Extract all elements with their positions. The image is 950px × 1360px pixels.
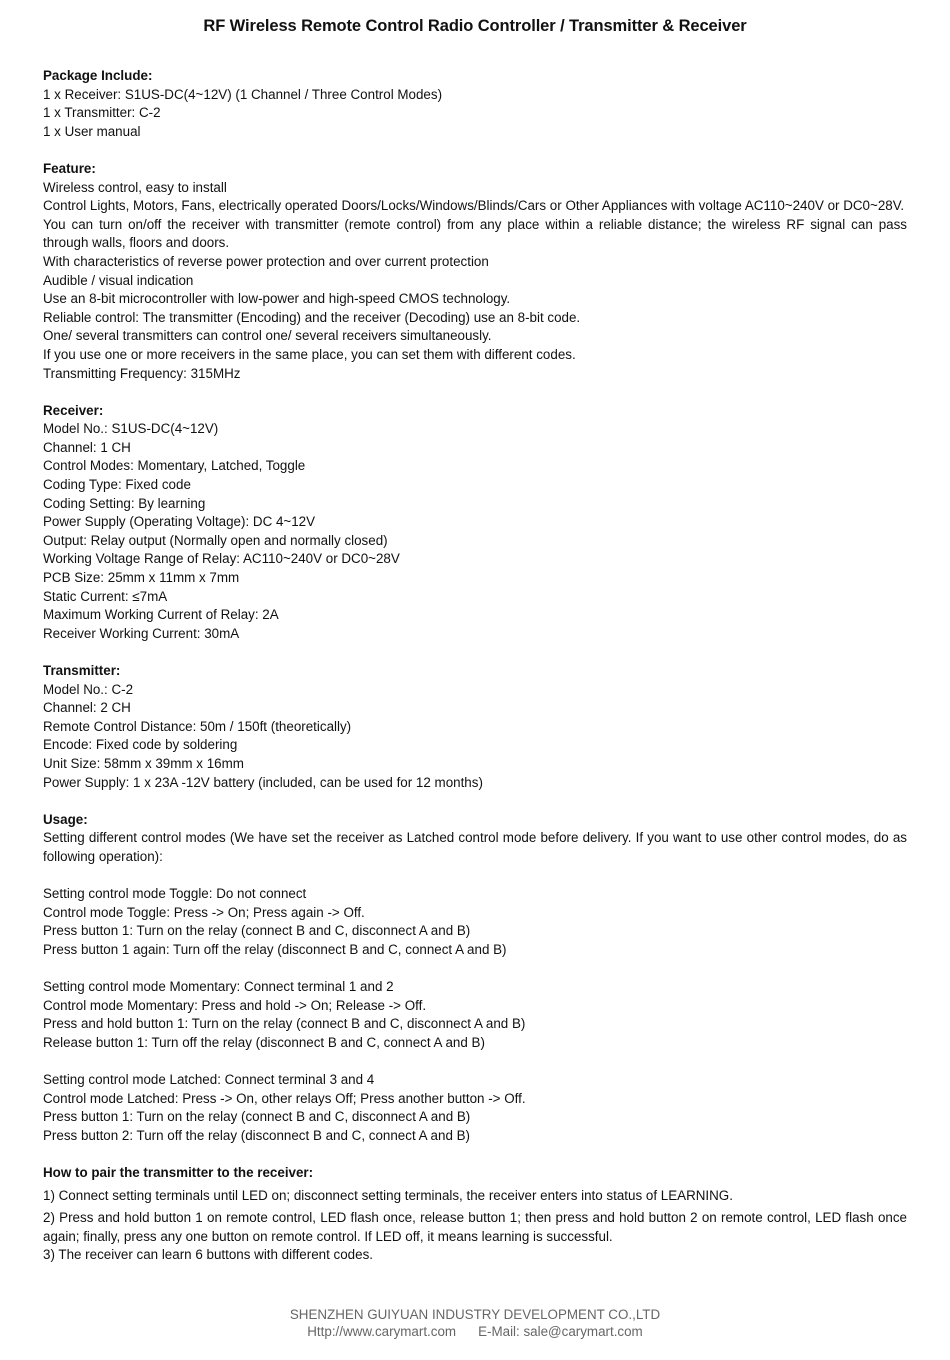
package-item: 1 x Receiver: S1US-DC(4~12V) (1 Channel / Three Control Modes) [43,86,443,102]
page-footer [0,1306,950,1340]
transmitter-spec: Unit Size: 58mm x 39mm x 16mm [43,755,244,771]
momentary-mode-line: Setting control mode Momentary: Connect terminal 1 and 2 [43,979,394,995]
momentary-mode-line: Press and hold button 1: Turn on the relay (connect B and C, disconnect A and B) [43,1016,526,1032]
transmitter-spec: Encode: Fixed code by soldering [43,737,238,753]
toggle-mode-line: Setting control mode Toggle: Do not connect [43,886,307,902]
usage-intro: Setting different control modes (We have set the receiver as Latched control mode before delivery. If you want to use other control modes, do as following operation): [43,830,907,864]
pairing-step: 3) The receiver can learn 6 buttons with different codes. [43,1247,373,1263]
feature-section [43,160,907,383]
receiver-heading: Receiver: [43,402,104,418]
feature-item: You can turn on/off the receiver with transmitter (remote control) from any place within a reliable distance; the wireless RF signal can pass through walls, floors and doors. [43,216,907,251]
receiver-spec: Output: Relay output (Normally open and normally closed) [43,532,388,548]
pairing-heading: How to pair the transmitter to the receiver: [43,1165,314,1181]
receiver-spec: Coding Type: Fixed code [43,477,191,493]
transmitter-spec: Model No.: C-2 [43,681,134,697]
feature-item: Use an 8-bit microcontroller with low-power and high-speed CMOS technology. [43,291,511,307]
toggle-mode-group [43,885,907,959]
document-body [43,67,907,1284]
package-item: 1 x User manual [43,123,141,139]
transmitter-spec: Power Supply: 1 x 23A -12V battery (included, can be used for 12 months) [43,774,483,790]
momentary-mode-group [43,978,907,1052]
latched-mode-line: Setting control mode Latched: Connect terminal 3 and 4 [43,1072,375,1088]
footer-contact [0,1323,950,1340]
latched-mode-line: Press button 2: Turn off the relay (disconnect B and C, connect A and B) [43,1127,471,1143]
receiver-spec: Receiver Working Current: 30mA [43,625,240,641]
toggle-mode-line: Press button 1 again: Turn off the relay (disconnect B and C, connect A and B) [43,941,507,957]
transmitter-spec: Channel: 2 CH [43,700,131,716]
feature-item: If you use one or more receivers in the same place, you can set them with different codes. [43,346,576,362]
transmitter-spec: Remote Control Distance: 50m / 150ft (theoretically) [43,718,352,734]
receiver-spec: Static Current: ≤7mA [43,588,168,604]
transmitter-section [43,662,907,792]
footer-company: SHENZHEN GUIYUAN INDUSTRY DEVELOPMENT CO.,LTD [289,1307,661,1322]
receiver-spec: PCB Size: 25mm x 11mm x 7mm [43,570,240,586]
receiver-spec: Channel: 1 CH [43,439,131,455]
receiver-spec: Control Modes: Momentary, Latched, Toggle [43,458,306,474]
footer-website-link[interactable]: Http://www.carymart.com [307,1324,457,1339]
receiver-spec: Power Supply (Operating Voltage): DC 4~12V [43,514,316,530]
pairing-step: 2) Press and hold button 1 on remote control, LED flash once, release button 1; then press and hold button 2 on remote control, LED flash once again; finally, press any one button on remote control. If LED off, it means learning is successful. [43,1210,907,1244]
toggle-mode-line: Control mode Toggle: Press -> On; Press again -> Off. [43,904,365,920]
receiver-spec: Coding Setting: By learning [43,495,206,511]
package-heading: Package Include: [43,68,153,83]
receiver-spec: Maximum Working Current of Relay: 2A [43,607,279,623]
momentary-mode-line: Release button 1: Turn off the relay (disconnect B and C, connect A and B) [43,1034,485,1050]
latched-mode-line: Press button 1: Turn on the relay (connect B and C, disconnect A and B) [43,1109,471,1125]
receiver-spec: Model No.: S1US-DC(4~12V) [43,421,219,437]
transmitter-heading: Transmitter: [43,663,121,678]
feature-item: Control Lights, Motors, Fans, electrically operated Doors/Locks/Windows/Blinds/Cars or Other Appliances with voltage AC110~240V or DC0~28V. [43,198,905,214]
receiver-section [43,402,907,644]
feature-item: One/ several transmitters can control one/ several receivers simultaneously. [43,328,492,344]
pairing-section [43,1164,907,1265]
toggle-mode-line: Press button 1: Turn on the relay (connect B and C, disconnect A and B) [43,923,471,939]
momentary-mode-line: Control mode Momentary: Press and hold -> On; Release -> Off. [43,997,427,1013]
feature-item: With characteristics of reverse power protection and over current protection [43,253,489,269]
latched-mode-group [43,1071,907,1145]
package-section [43,67,907,141]
feature-heading: Feature: [43,160,96,176]
footer-email-link[interactable]: E-Mail: sale@carymart.com [478,1324,643,1339]
latched-mode-line: Control mode Latched: Press -> On, other relays Off; Press another button -> Off. [43,1090,526,1106]
usage-heading: Usage: [43,811,88,827]
feature-item: Reliable control: The transmitter (Encoding) and the receiver (Decoding) use an 8-bit code. [43,309,581,325]
feature-item: Wireless control, easy to install [43,179,227,195]
document-title: RF Wireless Remote Control Radio Controller / Transmitter & Receiver [203,17,747,35]
package-item: 1 x Transmitter: C-2 [43,105,161,121]
feature-item: Transmitting Frequency: 315MHz [43,365,241,381]
feature-item: Audible / visual indication [43,272,194,288]
usage-section [43,811,907,1146]
pairing-step: 1) Connect setting terminals until LED on; disconnect setting terminals, the receiver enters into status of LEARNING. [43,1187,733,1203]
receiver-spec: Working Voltage Range of Relay: AC110~240V or DC0~28V [43,551,400,567]
